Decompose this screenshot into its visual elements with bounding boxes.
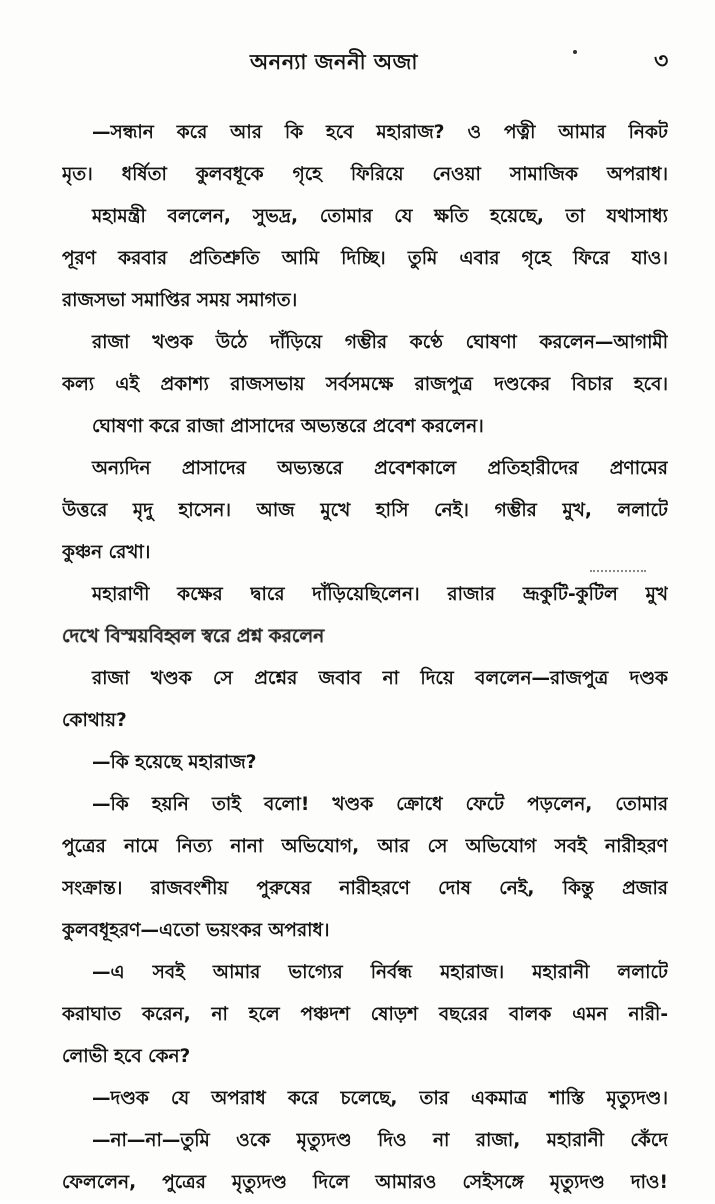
text-line: কোথায়? <box>62 710 127 731</box>
page-body <box>62 112 668 1204</box>
text-line: পুত্রের নামে নিত্য নানা অভিযোগ, আর সে অভিযোগ সবই নারীহরণ <box>62 836 668 857</box>
text-line: লোভী হবে কেন? <box>62 1046 191 1067</box>
text-line: পূরণ করবার প্রতিশ্রুতি আমি দিচ্ছি। তুমি এবার গৃহে ফিরে যাও। <box>62 248 668 269</box>
text-line: কল্য এই প্রকাশ্য রাজসভায় সর্বসমক্ষে রাজপুত্র দণ্ডকের বিচার হবে। <box>62 374 668 395</box>
text-line: অন্যদিন প্রাসাদের অভ্যন্তরে প্রবেশকালে প্রতিহারীদের প্রণামের <box>92 458 668 479</box>
page-number: ৩ <box>654 49 669 74</box>
text-line: মহামন্ত্রী বললেন, সুভদ্র, তোমার যে ক্ষতি হয়েছে, তা যথাসাধ্য <box>92 206 668 227</box>
text-line: —এ সবই আমার ভাগ্যের নির্বন্ধ মহারাজ। মহারানী ললাটে <box>92 962 668 983</box>
text-line-smudged: দেখে বিস্ময়বিহ্বল স্বরে প্রশ্ন করলেন <box>62 626 325 647</box>
text-line: —কি হয়েছে মহারাজ? <box>92 752 257 773</box>
text-line: —সন্ধান করে আর কি হবে মহারাজ? ও পত্নী আমার নিকট <box>92 122 668 143</box>
text-line: ফেললেন, পুত্রের মৃত্যুদণ্ড দিলে আমারও সেইসঙ্গে মৃত্যুদণ্ড দাও! <box>62 1172 668 1193</box>
print-smudge <box>590 570 646 582</box>
text-line: —কি হয়নি তাই বলো! খণ্ডক ক্রোধে ফেটে পড়লেন, তোমার <box>92 794 668 815</box>
running-title: অনন্যা জননী অজা <box>250 50 418 74</box>
page-header <box>0 44 715 80</box>
text-line: —না—না—তুমি ওকে মৃত্যুদণ্ড দিও না রাজা, মহারানী কেঁদে <box>92 1130 668 1151</box>
text-line: উত্তরে মৃদু হাসেন। আজ মুখে হাসি নেই। গম্ভীর মুখ, ললাটে <box>62 500 668 521</box>
text-line: রাজসভা সমাপ্তির সময় সমাগত। <box>62 290 298 311</box>
text-line: —দণ্ডক যে অপরাধ করে চলেছে, তার একমাত্র শাস্তি মৃত্যুদণ্ড। <box>92 1088 668 1109</box>
text-line: করাঘাত করেন, না হলে পঞ্চদশ ষোড়শ বছরের বালক এমন নারী- <box>62 1004 668 1025</box>
text-line: রাজা খণ্ডক উঠে দাঁড়িয়ে গম্ভীর কণ্ঠে ঘোষণা করলেন—আগামী <box>92 332 668 353</box>
text-line: সংক্রান্ত। রাজবংশীয় পুরুষের নারীহরণে দোষ নেই, কিন্তু প্রজার <box>62 878 668 899</box>
text-line: মহারাণী কক্ষের দ্বারে দাঁড়িয়েছিলেন। রাজার ভ্রূকুটি-কুটিল মুখ <box>92 584 668 605</box>
text-line: কুলবধূহরণ—এতো ভয়ংকর অপরাধ। <box>62 920 330 941</box>
text-line: রাজা খণ্ডক সে প্রশ্নের জবাব না দিয়ে বললেন—রাজপুত্র দণ্ডক <box>92 668 668 689</box>
text-line: মৃত। ধর্ষিতা কুলবধূকে গৃহে ফিরিয়ে নেওয়া সামাজিক অপরাধ। <box>62 164 668 185</box>
text-line: কুঞ্চন রেখা। <box>62 542 151 563</box>
text-line: ঘোষণা করে রাজা প্রাসাদের অভ্যন্তরে প্রবেশ করলেন। <box>92 416 484 437</box>
